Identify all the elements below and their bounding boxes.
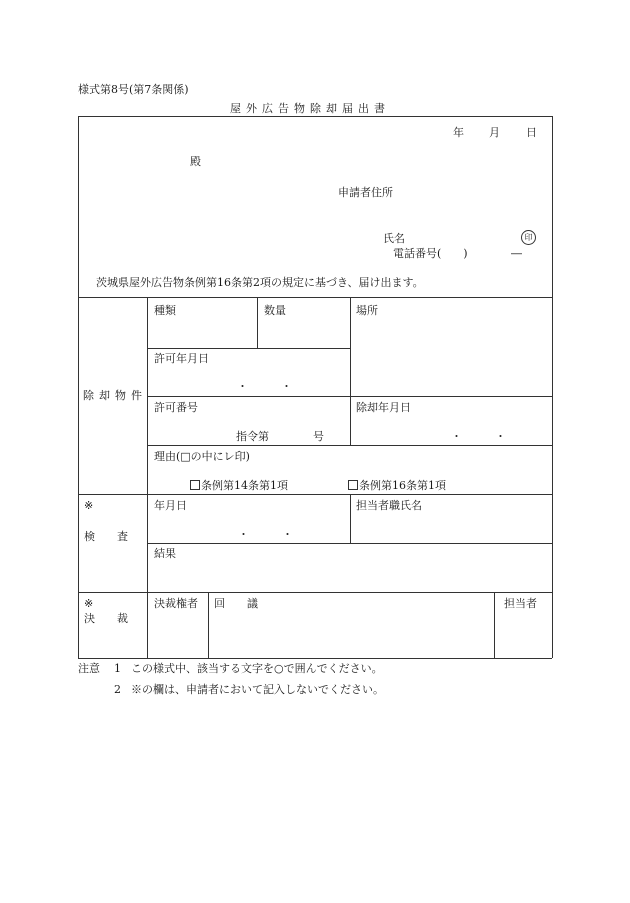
removal-section-label: 除却物件: [83, 389, 147, 402]
phone-label: 電話番号( ): [393, 247, 468, 260]
result-label: 結果: [154, 547, 176, 560]
form-number: 様式第8号(第7条関係): [78, 83, 189, 96]
addressee-suffix: 殿: [190, 155, 201, 168]
removal-date-separators: ・ ・: [451, 430, 506, 443]
quantity-label: 数量: [264, 304, 286, 317]
permit-date-separators: ・ ・: [237, 380, 292, 393]
decision-section-label: 決 裁: [84, 612, 128, 625]
place-label: 場所: [356, 304, 378, 317]
decision-authority-label: 決裁権者: [154, 597, 198, 610]
type-label: 種類: [154, 304, 176, 317]
applicant-address-label: 申請者住所: [338, 186, 393, 199]
reason-option-article-16[interactable]: [348, 480, 446, 491]
inspection-date-separators: ・ ・: [238, 528, 293, 541]
applicant-name-label: 氏名: [383, 232, 405, 245]
inspection-date-label: 年月日: [154, 499, 187, 512]
checkbox-icon[interactable]: [348, 480, 358, 490]
inspection-office-use-mark: ※: [84, 499, 94, 512]
note-1-text: この様式中、該当する文字を○で囲んでください。: [131, 662, 383, 675]
removal-date-label: 除却年月日: [356, 401, 411, 414]
note-1-number: 1: [114, 662, 121, 675]
seal-icon: 印: [521, 230, 536, 245]
date-year-label: 年: [453, 126, 464, 139]
reason-option-article-14-label: 条例第14条第1項: [201, 479, 288, 492]
reason-label: 理由(□の中にレ印): [154, 450, 250, 463]
permit-date-label: 許可年月日: [154, 352, 209, 365]
reason-option-article-16-label: 条例第16条第1項: [359, 479, 446, 492]
permit-number-label: 許可番号: [154, 401, 198, 414]
person-in-charge-label: 担当者: [504, 597, 537, 610]
circulation-label: 回 議: [214, 597, 258, 610]
reason-option-article-14[interactable]: [190, 480, 288, 491]
statement-text: 茨城県屋外広告物条例第16条第2項の規定に基づき、届け出ます。: [96, 276, 424, 289]
permit-number-value: 指令第 号: [236, 430, 324, 443]
inspection-section-label: 検 査: [84, 530, 128, 543]
date-day-label: 日: [526, 126, 537, 139]
phone-dash: ―: [511, 247, 522, 260]
checkbox-icon[interactable]: [190, 480, 200, 490]
note-2-text: ※の欄は、申請者において記入しないでください。: [131, 683, 384, 696]
officer-name-label: 担当者職氏名: [356, 499, 422, 512]
notes-prefix: 注意: [78, 662, 100, 675]
date-month-label: 月: [489, 126, 500, 139]
note-2-number: 2: [114, 683, 121, 696]
form-title: 屋外広告物除却届出書: [230, 102, 390, 115]
decision-office-use-mark: ※: [84, 597, 94, 610]
